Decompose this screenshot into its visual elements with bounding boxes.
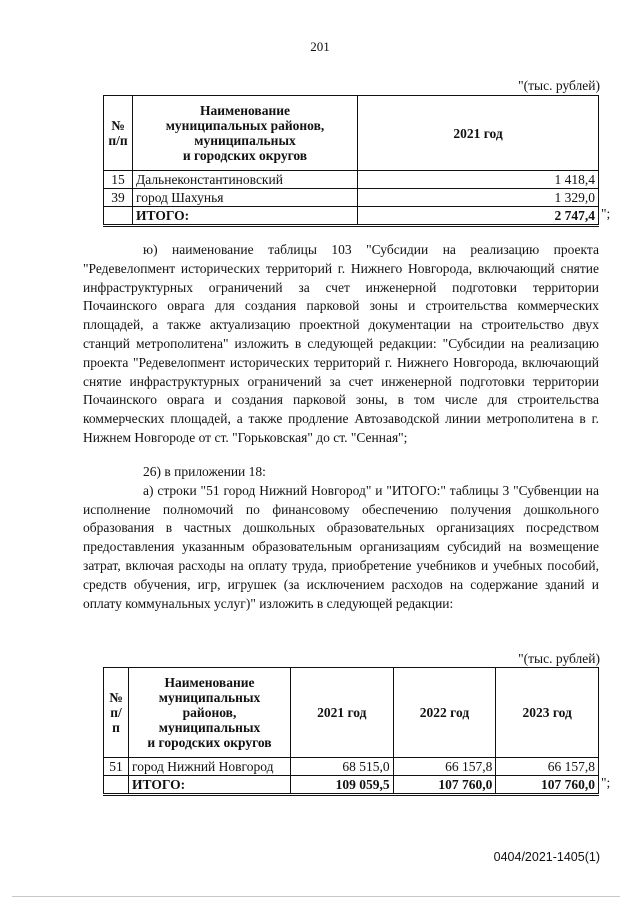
table-row [104, 758, 599, 776]
row-value: 1 418,4 [358, 171, 599, 189]
table2-header-name-line2: муниципальных [158, 690, 261, 705]
total-empty-cell [104, 207, 133, 226]
row-name: город Шахунья [133, 189, 358, 207]
document-code: 0404/2021-1405(1) [493, 850, 600, 864]
table1 [103, 95, 599, 227]
row-number: 51 [104, 758, 129, 776]
table1-header-year: 2021 год [358, 96, 599, 171]
total-value-2022: 107 760,0 [393, 776, 496, 795]
total-value-2023: 107 760,0 [496, 776, 599, 795]
table2-header-2021: 2021 год [291, 668, 394, 758]
table1-header-name-line1: Наименование [200, 103, 290, 118]
total-label: ИТОГО: [133, 207, 358, 226]
table1-header-name-line3: муниципальных [194, 133, 296, 148]
table1-header-name [133, 96, 358, 171]
row-value-2022: 66 157,8 [393, 758, 496, 776]
table2 [103, 667, 599, 796]
paragraph-a: а) строки "51 город Нижний Новгород" и "ИТОГО:" таблицы 3 "Субвенции на исполнение полномочий по финансовому обеспечению получения дошкольного образования в частных дошкольных образовательных организациях посредством предоставления указанным образовательным организациям субсидий на возмещение затрат, включая расходы на оплату труда, приобретение учебников и учебных пособий, средств обучения, игр, игрушек (за исключением расходов на содержание зданий и оплату коммунальных услуг)" изложить в следующей редакции: [83, 482, 599, 611]
table1-header-row [104, 96, 599, 171]
row-number: 39 [104, 189, 133, 207]
table2-header-name-line3: районов, [182, 705, 237, 720]
paragraph-yu: ю) наименование таблицы 103 "Субсидии на реализацию проекта "Редевелопмент исторических территорий г. Нижнего Новгорода, включающий снятие инфраструктурных ограничений за счет инженерной подготовки территории Почаинского оврага для создания парковой зоны и строительства коммерческих площадей, а также актуализацию проектной документации на строительство двух станций метрополитена" изложить в следующей редакции: "Субсидии на реализацию проекта "Редевелопмент исторических территорий г. Нижнего Новгорода, включающий снятие инфраструктурных ограничений за счет инженерной подготовки территории Почаинского оврага и создания парковой зоны, в том числе для строительства коммерческих площадей, а также продление Автозаводской линии метрополитена в г. Нижнем Новгороде от ст. "Горьковская" до ст. "Сенная"; [83, 242, 599, 445]
row-value: 1 329,0 [358, 189, 599, 207]
total-value: 2 747,4 [358, 207, 599, 226]
table-row [104, 171, 599, 189]
row-number: 15 [104, 171, 133, 189]
table1-total-row [104, 207, 599, 226]
table-row [104, 189, 599, 207]
table1-header-number: № п/п [104, 96, 133, 171]
table1-closing-quote: "; [601, 206, 611, 221]
table2-header-2023: 2023 год [496, 668, 599, 758]
row-name: Дальнеконстантиновский [133, 171, 358, 189]
table2-header-number: № п/п [104, 668, 129, 758]
paragraph-block-26 [83, 463, 599, 613]
table1-unit-label: "(тыс. рублей) [518, 78, 600, 93]
row-value-2023: 66 157,8 [496, 758, 599, 776]
table2-closing-quote: "; [601, 775, 611, 790]
table2-header-name-line1: Наименование [164, 675, 255, 690]
table2-unit-label: "(тыс. рублей) [518, 651, 600, 666]
page-number: 201 [310, 39, 330, 54]
row-value-2021: 68 515,0 [291, 758, 394, 776]
table2-header-name-line5: и городских округов [147, 735, 272, 750]
table2-header-name-line4: муниципальных [158, 720, 261, 735]
table1-header-name-line2: муниципальных районов, [165, 118, 325, 133]
table2-header-2022: 2022 год [393, 668, 496, 758]
table2-header-row [104, 668, 599, 758]
page-bottom-rule [12, 896, 620, 897]
total-empty-cell [104, 776, 129, 795]
table2-total-row [104, 776, 599, 795]
paragraph-block-yu [83, 241, 599, 448]
total-value-2021: 109 059,5 [291, 776, 394, 795]
row-name: город Нижний Новгород [129, 758, 291, 776]
table2-header-name [129, 668, 291, 758]
table1-header-name-line4: и городских округов [182, 148, 308, 163]
paragraph-item-26: 26) в приложении 18: [143, 464, 266, 479]
total-label: ИТОГО: [129, 776, 291, 795]
